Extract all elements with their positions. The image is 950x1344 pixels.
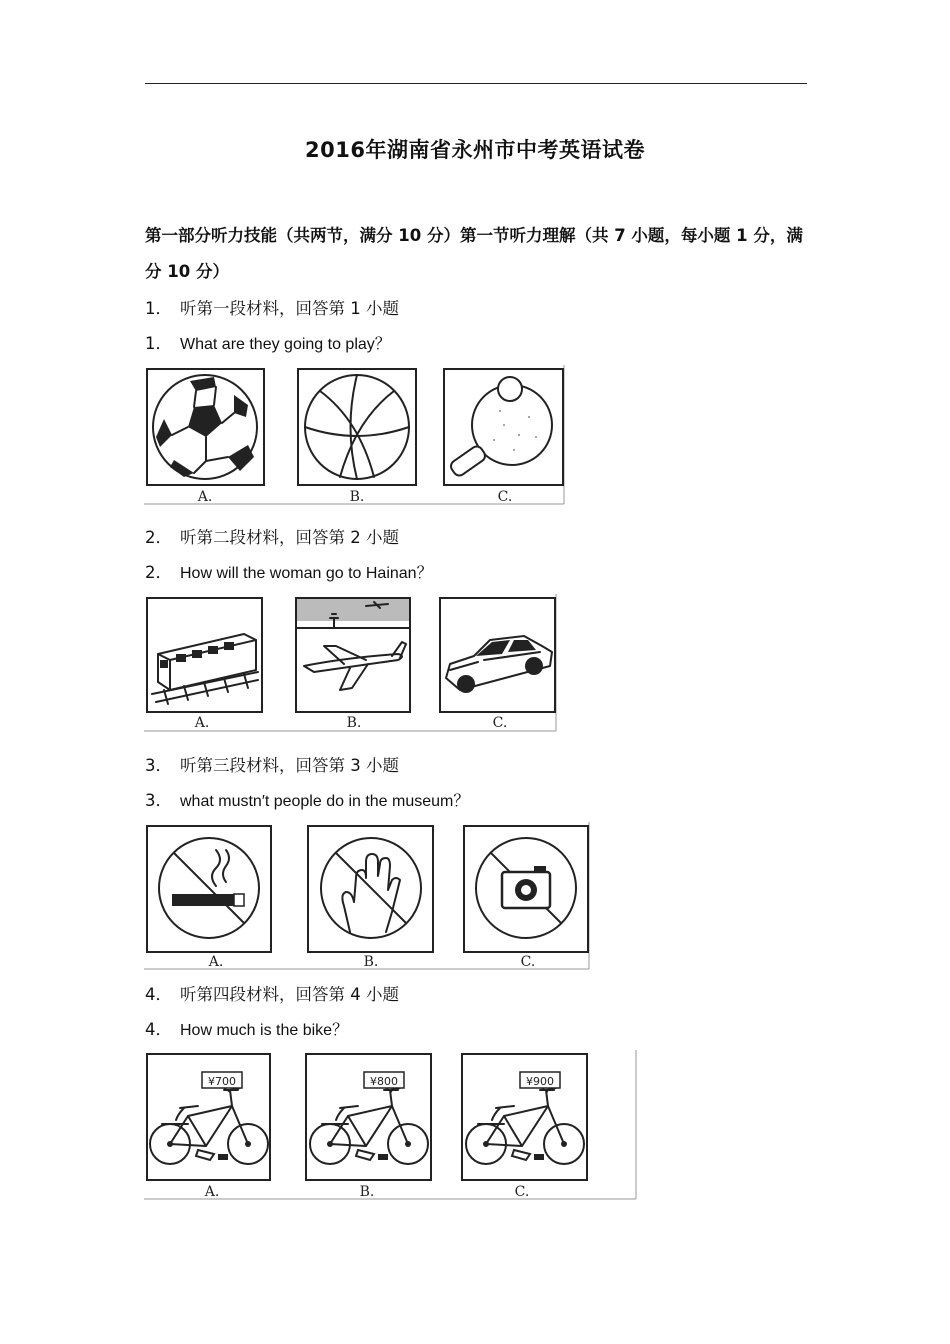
airplane-icon bbox=[296, 598, 410, 712]
q2-question: 2． How will the woman go to Hainan？ bbox=[145, 563, 433, 582]
q4-question: 4． How much is the bike？ bbox=[145, 1020, 349, 1039]
page-title: 2016年湖南省永州市中考英语试卷 bbox=[305, 138, 645, 162]
q4-option-a-label: A. bbox=[204, 1184, 220, 1200]
ping-pong-paddle-icon bbox=[444, 369, 563, 485]
no-smoking-icon bbox=[147, 826, 271, 952]
bicycle-icon bbox=[306, 1054, 431, 1180]
q1-option-a-label: A. bbox=[197, 489, 213, 505]
q4-options-figure bbox=[144, 1050, 638, 1202]
soccer-ball-icon bbox=[147, 369, 264, 485]
bicycle-icon bbox=[462, 1054, 587, 1180]
bicycle-icon bbox=[147, 1054, 270, 1180]
q4-option-c-label: C. bbox=[514, 1184, 530, 1200]
q3-option-a-label: A. bbox=[208, 954, 224, 970]
section-heading: 第一部分听力技能（共两节，满分 10 分）第一节听力理解（共 7 小题，每小题 1 分，满分 10 分） bbox=[145, 226, 803, 281]
no-touching-icon bbox=[308, 826, 433, 952]
q4-option-a-price: ¥700 bbox=[208, 1075, 236, 1088]
q1-option-c-label: C. bbox=[497, 489, 513, 505]
q2-option-c-label: C. bbox=[492, 715, 508, 731]
q4-option-c-price: ¥900 bbox=[526, 1075, 554, 1088]
no-photography-icon bbox=[464, 826, 588, 952]
q4-option-b-price: ¥800 bbox=[370, 1075, 398, 1088]
q4-option-b-label: B. bbox=[359, 1184, 375, 1200]
q1-instruction: 1． 听第一段材料，回答第 1 小题 bbox=[145, 299, 399, 318]
q3-option-b-label: B. bbox=[363, 954, 379, 970]
car-icon bbox=[440, 598, 555, 712]
q2-option-b-label: B. bbox=[346, 715, 362, 731]
header-rule bbox=[145, 83, 807, 84]
q3-option-c-label: C. bbox=[520, 954, 536, 970]
q2-instruction: 2． 听第二段材料，回答第 2 小题 bbox=[145, 528, 399, 547]
q3-instruction: 3． 听第三段材料，回答第 3 小题 bbox=[145, 756, 399, 775]
q3-question: 3． what mustn′t people do in the museum？ bbox=[145, 791, 470, 810]
q2-options-figure bbox=[144, 594, 558, 734]
q4-instruction: 4． 听第四段材料，回答第 4 小题 bbox=[145, 985, 399, 1004]
q3-options-figure bbox=[144, 822, 591, 972]
basketball-icon bbox=[298, 369, 416, 485]
q1-question: 1． What are they going to play？ bbox=[145, 334, 391, 353]
train-icon bbox=[147, 598, 262, 712]
q1-options-figure bbox=[144, 365, 566, 507]
q1-option-b-label: B. bbox=[349, 489, 365, 505]
q2-option-a-label: A. bbox=[194, 715, 210, 731]
